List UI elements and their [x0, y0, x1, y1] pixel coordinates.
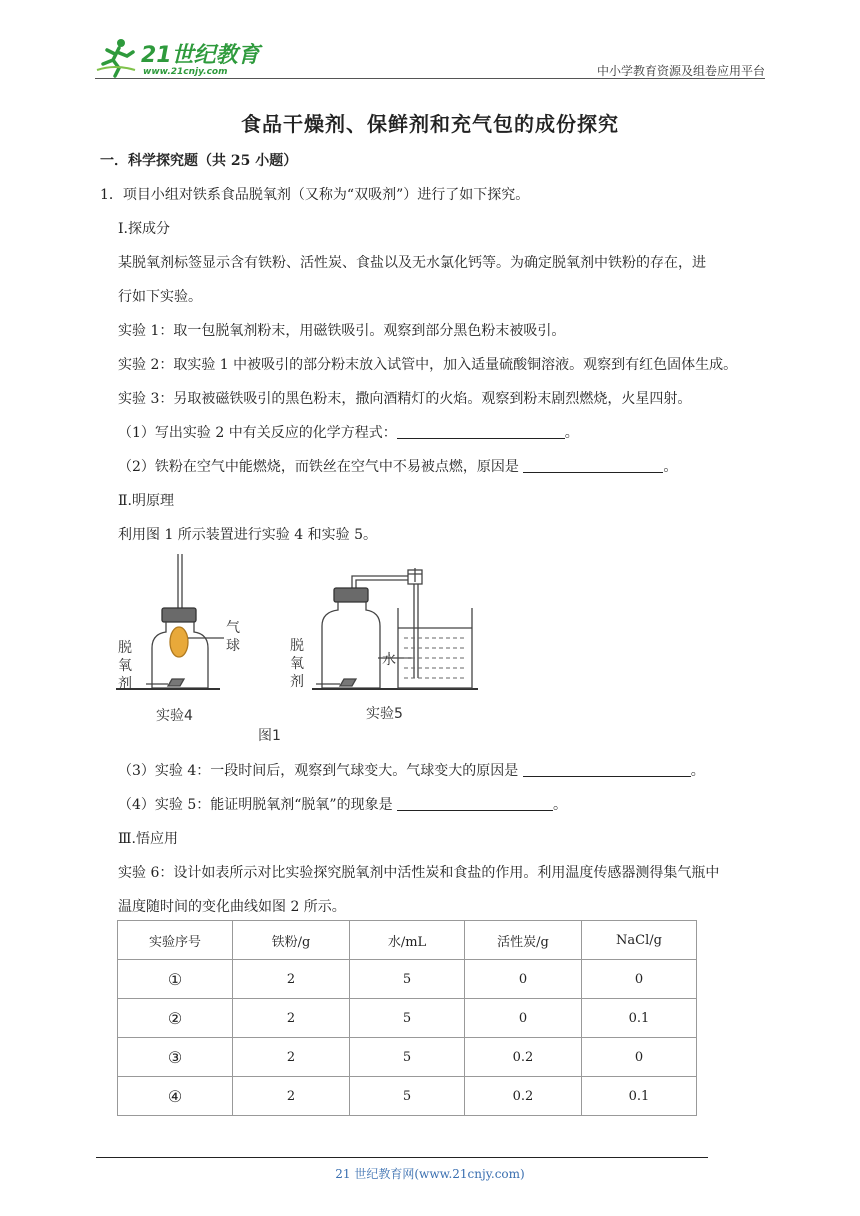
- table-cell: 0: [582, 1038, 697, 1077]
- table-cell: 0: [465, 999, 582, 1038]
- answer-blank[interactable]: [397, 424, 565, 439]
- part-1-heading: Ⅰ.探成分: [118, 221, 170, 237]
- figure-intro: 利用图 1 所示装置进行实验 4 和实验 5。: [118, 527, 377, 543]
- table-cell: 0: [582, 960, 697, 999]
- table-cell: 0: [465, 960, 582, 999]
- svg-text:脱: 脱: [290, 638, 304, 654]
- footer-rule: [96, 1157, 708, 1158]
- table-cell: ③: [118, 1038, 233, 1077]
- table-cell: 0.1: [582, 1077, 697, 1116]
- figure-1-caption: 图1: [258, 728, 281, 744]
- sub-question-1: （1）写出实验 2 中有关反应的化学方程式： 。: [118, 425, 579, 441]
- sub-question-4: （4）实验 5：能证明脱氧剂“脱氧”的现象是 。: [118, 797, 568, 813]
- svg-text:球: 球: [226, 638, 240, 654]
- sub-question-2: （2）铁粉在空气中能燃烧，而铁丝在空气中不易被点燃，原因是 。: [118, 459, 678, 475]
- water-label: 水: [382, 652, 396, 668]
- svg-text:氧: 氧: [118, 658, 132, 674]
- table-row: [118, 1077, 697, 1116]
- table-cell: 0.1: [582, 999, 697, 1038]
- table-header-cell: NaCl/g: [582, 921, 697, 960]
- table-cell: ②: [118, 999, 233, 1038]
- table-cell: 2: [233, 1077, 350, 1116]
- table-row: [118, 960, 697, 999]
- experiment-4-apparatus: [116, 554, 224, 689]
- svg-text:气: 气: [226, 620, 240, 636]
- table-cell: 2: [233, 960, 350, 999]
- paragraph-line: 行如下实验。: [118, 289, 202, 305]
- experiment-3: 实验 3：另取被磁铁吸引的黑色粉末，撒向酒精灯的火焰。观察到粉末剧烈燃烧，火星四射。: [118, 391, 692, 407]
- experiment-6-continued: 温度随时间的变化曲线如图 2 所示。: [118, 899, 346, 915]
- answer-blank[interactable]: [397, 796, 553, 811]
- platform-text: 中小学教育资源及组卷应用平台: [596, 64, 765, 78]
- page-header: [95, 34, 765, 80]
- table-cell: ④: [118, 1077, 233, 1116]
- experiment-4-deoxidizer-label: [118, 640, 132, 692]
- svg-text:脱: 脱: [118, 640, 132, 656]
- experiment-4-caption: 实验4: [156, 708, 193, 724]
- experiment-2: 实验 2：取实验 1 中被吸引的部分粉末放入试管中，加入适量硫酸铜溶液。观察到有红色固体生成。: [118, 357, 738, 373]
- table-header-cell: 铁粉/g: [233, 921, 350, 960]
- svg-text:剂: 剂: [290, 674, 304, 690]
- table-header-cell: 活性炭/g: [465, 921, 582, 960]
- logo: [95, 34, 265, 78]
- paragraph-line: 某脱氧剂标签显示含有铁粉、活性炭、食盐以及无水氯化钙等。为确定脱氧剂中铁粉的存在，进: [118, 255, 706, 271]
- experiment-1: 实验 1：取一包脱氧剂粉末，用磁铁吸引。观察到部分黑色粉末被吸引。: [118, 323, 566, 339]
- table-cell: 0.2: [465, 1077, 582, 1116]
- experiment-5-deoxidizer-label: [290, 638, 304, 690]
- water-hatching: [404, 638, 466, 678]
- page-title: 食品干燥剂、保鲜剂和充气包的成份探究: [241, 112, 619, 136]
- figure-1: [116, 552, 496, 748]
- table-row: [118, 1038, 697, 1077]
- table-row: [118, 999, 697, 1038]
- table-header-cell: 实验序号: [118, 921, 233, 960]
- table-cell: 5: [350, 960, 465, 999]
- table-cell: 5: [350, 999, 465, 1038]
- part-3-heading: Ⅲ.悟应用: [118, 831, 178, 847]
- table-cell: 5: [350, 1038, 465, 1077]
- question-stem: 1．项目小组对铁系食品脱氧剂（又称为“双吸剂”）进行了如下探究。: [100, 187, 530, 203]
- logo-url: www.21cnjy.com: [143, 67, 228, 77]
- table-header-row: [118, 921, 697, 960]
- table-cell: ①: [118, 960, 233, 999]
- balloon-label: [226, 620, 240, 654]
- footer-text[interactable]: 21 世纪教育网(www.21cnjy.com): [335, 1167, 525, 1181]
- experiment-table: [117, 920, 697, 1116]
- table-cell: 5: [350, 1077, 465, 1116]
- experiment-5-apparatus: [312, 568, 478, 689]
- experiment-6: 实验 6：设计如表所示对比实验探究脱氧剂中活性炭和食盐的作用。利用温度传感器测得集气瓶中: [118, 865, 720, 881]
- svg-text:氧: 氧: [290, 656, 304, 672]
- answer-blank[interactable]: [523, 458, 663, 473]
- header-rule: [95, 78, 765, 79]
- svg-text:剂: 剂: [118, 676, 132, 692]
- logo-text: 21世纪教育: [141, 43, 260, 68]
- sub-question-3: （3）实验 4：一段时间后，观察到气球变大。气球变大的原因是 。: [118, 763, 705, 779]
- answer-blank[interactable]: [523, 762, 691, 777]
- table-cell: 0.2: [465, 1038, 582, 1077]
- part-2-heading: Ⅱ.明原理: [118, 493, 174, 509]
- table-cell: 2: [233, 1038, 350, 1077]
- experiment-5-caption: 实验5: [366, 706, 403, 722]
- section-heading: 一．科学探究题（共 25 小题）: [100, 153, 298, 169]
- table-cell: 2: [233, 999, 350, 1038]
- table-header-cell: 水/mL: [350, 921, 465, 960]
